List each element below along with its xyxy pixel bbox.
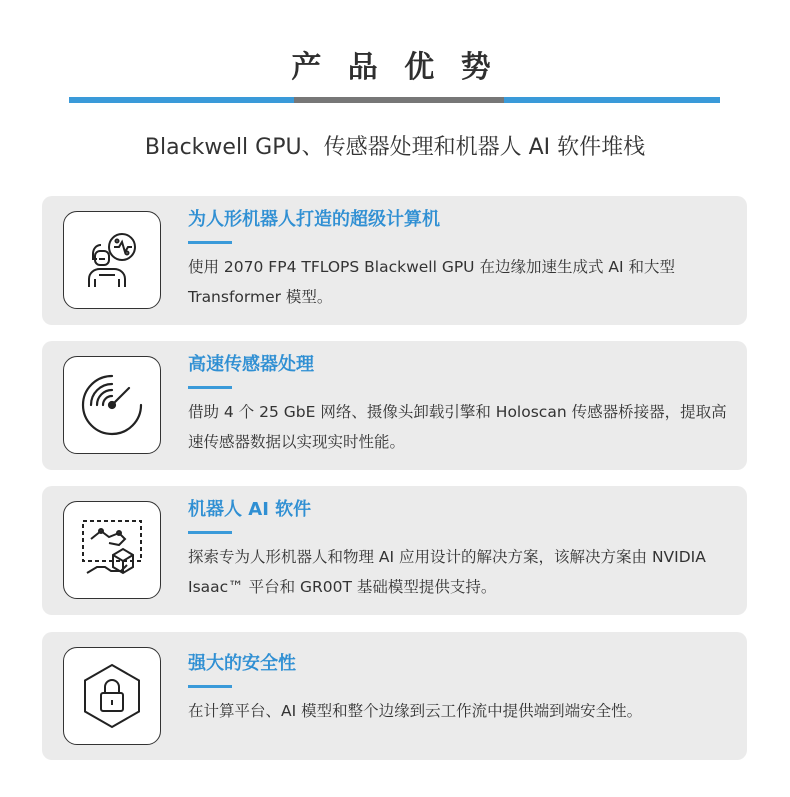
hexagon-lock-icon <box>63 647 161 745</box>
feature-description: 借助 4 个 25 GbE 网络、摄像头卸载引擎和 Holoscan 传感器桥接器，提取高速传感器数据以实现实时性能。 <box>188 403 727 451</box>
feature-description: 使用 2070 FP4 TFLOPS Blackwell GPU 在边缘加速生成式 AI 和大型 Transformer 模型。 <box>188 258 675 306</box>
feature-heading: 高速传感器处理 <box>188 354 314 375</box>
feature-card-sensor <box>42 341 747 470</box>
heading-underline <box>188 386 232 389</box>
page-title: 产 品 优 势 <box>291 50 499 85</box>
page-subtitle: Blackwell GPU、传感器处理和机器人 AI 软件堆栈 <box>144 135 646 160</box>
feature-description: 在计算平台、AI 模型和整个边缘到云工作流中提供端到端安全性。 <box>188 702 643 720</box>
feature-heading: 强大的安全性 <box>188 653 296 674</box>
heading-underline <box>188 685 232 688</box>
feature-card-security <box>42 632 747 760</box>
speed-gauge-icon <box>63 356 161 454</box>
feature-card-supercomputer <box>42 196 747 325</box>
robot-hand-icon <box>63 501 161 599</box>
feature-heading: 为人形机器人打造的超级计算机 <box>188 209 440 230</box>
heading-underline <box>188 241 232 244</box>
title-divider <box>69 97 720 103</box>
feature-heading: 机器人 AI 软件 <box>188 499 312 520</box>
feature-card-robot-ai <box>42 486 747 615</box>
feature-description: 探索专为人形机器人和物理 AI 应用设计的解决方案，该解决方案由 NVIDIA Isaac™ 平台和 GR00T 基础模型提供支持。 <box>188 548 706 596</box>
heading-underline <box>188 531 232 534</box>
robot-circuit-icon <box>63 211 161 309</box>
